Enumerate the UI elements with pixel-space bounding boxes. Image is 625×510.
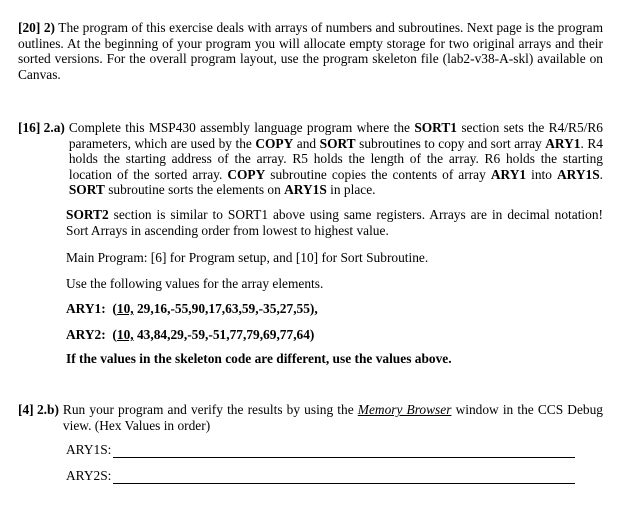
main-program-line: Main Program: [6] for Program setup, and [10] for Sort Subroutine. bbox=[66, 250, 429, 265]
question-2a-label: [16] 2.a) bbox=[18, 120, 65, 135]
question-2a-text: Complete this MSP430 assembly language program where the SORT1 section sets the R4/R5/R6 parameters, which are used by the COPY and SORT subroutines to copy and sort array ARY1. R4 holds the starting address of the array. R5 holds the length of the array. R6 holds the starting location of the sorted array. COPY subroutine copies the contents of array ARY1 into ARY1S. SORT subroutine sorts the elements on ARY1S in place. bbox=[68, 120, 604, 198]
ary1s-label: ARY1S: bbox=[66, 442, 112, 457]
ary1-label: ARY1: bbox=[66, 301, 106, 316]
question-2b-text: Run your program and verify the results by using the Memory Browser window in the CCS Debug view. (Hex Values in order) bbox=[62, 402, 603, 433]
ary1-values: ARY1: (10, 29,16,-55,90,17,63,59,-35,27,55), bbox=[66, 301, 318, 316]
question-2 bbox=[18, 20, 603, 82]
question-2b bbox=[18, 402, 603, 433]
use-values-line: Use the following values for the array elements. bbox=[66, 276, 324, 291]
ary2s-answer-row bbox=[66, 468, 575, 484]
ary1s-answer-line[interactable] bbox=[113, 444, 575, 458]
ary2-values: ARY2: (10, 43,84,29,-59,-51,77,79,69,77,64) bbox=[66, 327, 315, 342]
ary1s-answer-row bbox=[66, 442, 575, 458]
question-2-text: The program of this exercise deals with arrays of numbers and subroutines. Next page is the program outlines. At the beginning of your program you will allocate empty storage for two original arrays and their sorted versions. For the overall program layout, use the program skeleton file (lab2-v38-A-skl) available on Canvas. bbox=[18, 20, 604, 82]
skeleton-note: If the values in the skeleton code are different, use the values above. bbox=[66, 351, 452, 366]
question-2-label: [20] 2) bbox=[18, 20, 55, 35]
question-2a bbox=[18, 120, 603, 198]
sort2-paragraph: SORT2 section is similar to SORT1 above using same registers. Arrays are in decimal notation! Sort Arrays in ascending order from lowest to highest value. bbox=[66, 207, 603, 238]
ary2s-answer-line[interactable] bbox=[113, 470, 575, 484]
memory-browser-link: Memory Browser bbox=[357, 402, 452, 417]
question-2b-label: [4] 2.b) bbox=[18, 402, 59, 417]
ary2s-label: ARY2S: bbox=[66, 468, 112, 483]
ary2-label: ARY2: bbox=[66, 327, 106, 342]
